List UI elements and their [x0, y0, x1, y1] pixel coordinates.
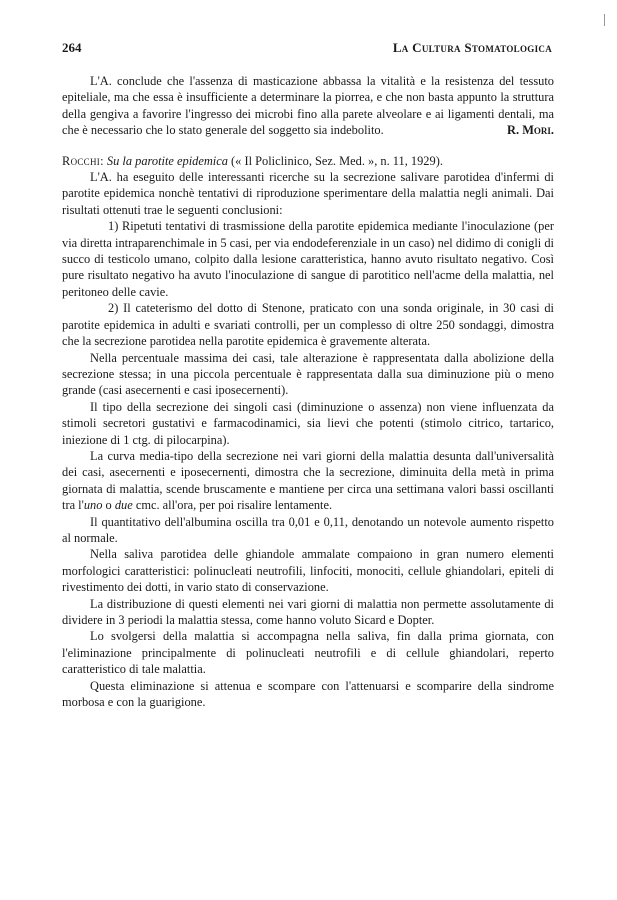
paragraph-eliminazione: Questa eliminazione si attenua e scompare con l'attenuarsi e scomparire della sindrome morbosa e con la guarigione. [62, 678, 554, 710]
paragraph-item-1: 1) Ripetuti tentativi di trasmissione della parotite epidemica mediante l'inoculazione (per via diretta intraparenchimale in 5 casi, per via endodeferenziale in un caso) nel didimo di conigli di succo di testicolo umano, colpito dalla lesione caratteristica, hanno avuto risultato negativo. Così pure risultato negativo ha avuto l'inoculazione di sangue di parotitico nell'acme della malattia, nel peritoneo delle cavie. [62, 219, 554, 299]
curva-due: due [114, 498, 133, 513]
margin-mark [604, 14, 605, 26]
review-citation: (« Il Policlinico, Sez. Med. », n. 11, 1929). [231, 153, 443, 168]
paragraph-saliva: Nella saliva parotidea delle ghiandole ammalate compaiono in gran numero elementi morfologici caratteristici: polinucleati neutrofili, linfociti, monociti, cellule ghiandolari, epiteli di rivestimento dei dotti, in vario stato di conservazione. [62, 547, 554, 595]
signature: R. Mori. [507, 123, 554, 138]
paragraph-distribuzione: La distribuzione di questi elementi nei vari giorni di malattia non permette assolutamente di dividere in 3 periodi la malattia stessa, come hanno voluto Sicard e Dopter. [62, 596, 554, 627]
paragraph-tipo: Il tipo della secrezione dei singoli casi (diminuzione o assenza) non viene influenzata da stimoli secretori gustativi e farmacodinamici, sia lievi che potenti (stimolo citrico, tartarico, iniezione di 1 ctg. di pilocarpina). [62, 399, 554, 447]
review-heading [62, 153, 554, 169]
paragraph-albumina: Il quantitativo dell'albumina oscilla tra 0,01 e 0,11, denotando un notevole aumento rispetto al normale. [62, 514, 554, 545]
curva-o: o [102, 498, 115, 513]
curva-text-a: La curva media-tipo della secrezione nei vari giorni della malattia desunta dall'universalità dei casi, asecernenti e iposecernenti, dimostra che la secrezione, diminuita della metà in prima giornata di malattia, scende bruscamente e mantiene per circa una settimana valori bassi oscillanti tra l' [62, 448, 554, 513]
closing-text: L'A. conclude che l'assenza di masticazione abbassa la vitalità e la resistenza del tessuto epiteliale, ma che essa è insufficiente a determinare la piorrea, e che non basta appunto la struttura della gengiva a favorire l'ingresso dei microbi fino alla parete alveolare e ai ligamenti dentali, ma che è necessario che lo stato generale del soggetto sia indebolito. [62, 74, 554, 138]
paragraph-item-2: 2) Il cateterismo del dotto di Stenone, praticato con una sonda originale, in 30 casi di parotite epidemica in adulti e svariati controlli, per un complesso di oltre 250 sondaggi, dimostra che la secrezione parotidea nella parotite epidemica è gravemente alterata. [62, 301, 554, 349]
running-head: La Cultura Stomatologica [392, 40, 552, 55]
review-title: Su la parotite epidemica [106, 153, 228, 168]
review-author: Rocchi: [62, 153, 104, 168]
paragraph-curva [62, 448, 554, 514]
closing-paragraph [62, 73, 554, 139]
curva-text-b: cmc. all'ora, per poi risalire lentamente. [132, 498, 333, 513]
paragraph-svolgersi: Lo svolgersi della malattia si accompagna nella saliva, fin dalla prima giornata, con l'eliminazione principalmente di polinucleati neutrofili e di cellule ghiandolari, reperto caratteristico di tale malattia. [62, 629, 554, 677]
paragraph-intro: L'A. ha eseguito delle interessanti ricerche su la secrezione salivare parotidea d'infermi di parotite epidemica nonchè tentativi di riproduzione sperimentare della malattia negli animali. Dai risultati ottenuti trae le seguenti conclusioni: [62, 170, 554, 217]
curva-uno: uno [83, 498, 103, 513]
paragraph-percentuale: Nella percentuale massima dei casi, tale alterazione è rappresentata dalla abolizione della secrezione stessa; in una piccola percentuale è rappresentata dalla sua diminuzione più o meno grande (casi asecernenti e casi iposecernenti). [62, 350, 554, 398]
page-header [62, 40, 552, 60]
article-body [62, 73, 554, 710]
page-number: 264 [62, 40, 82, 55]
